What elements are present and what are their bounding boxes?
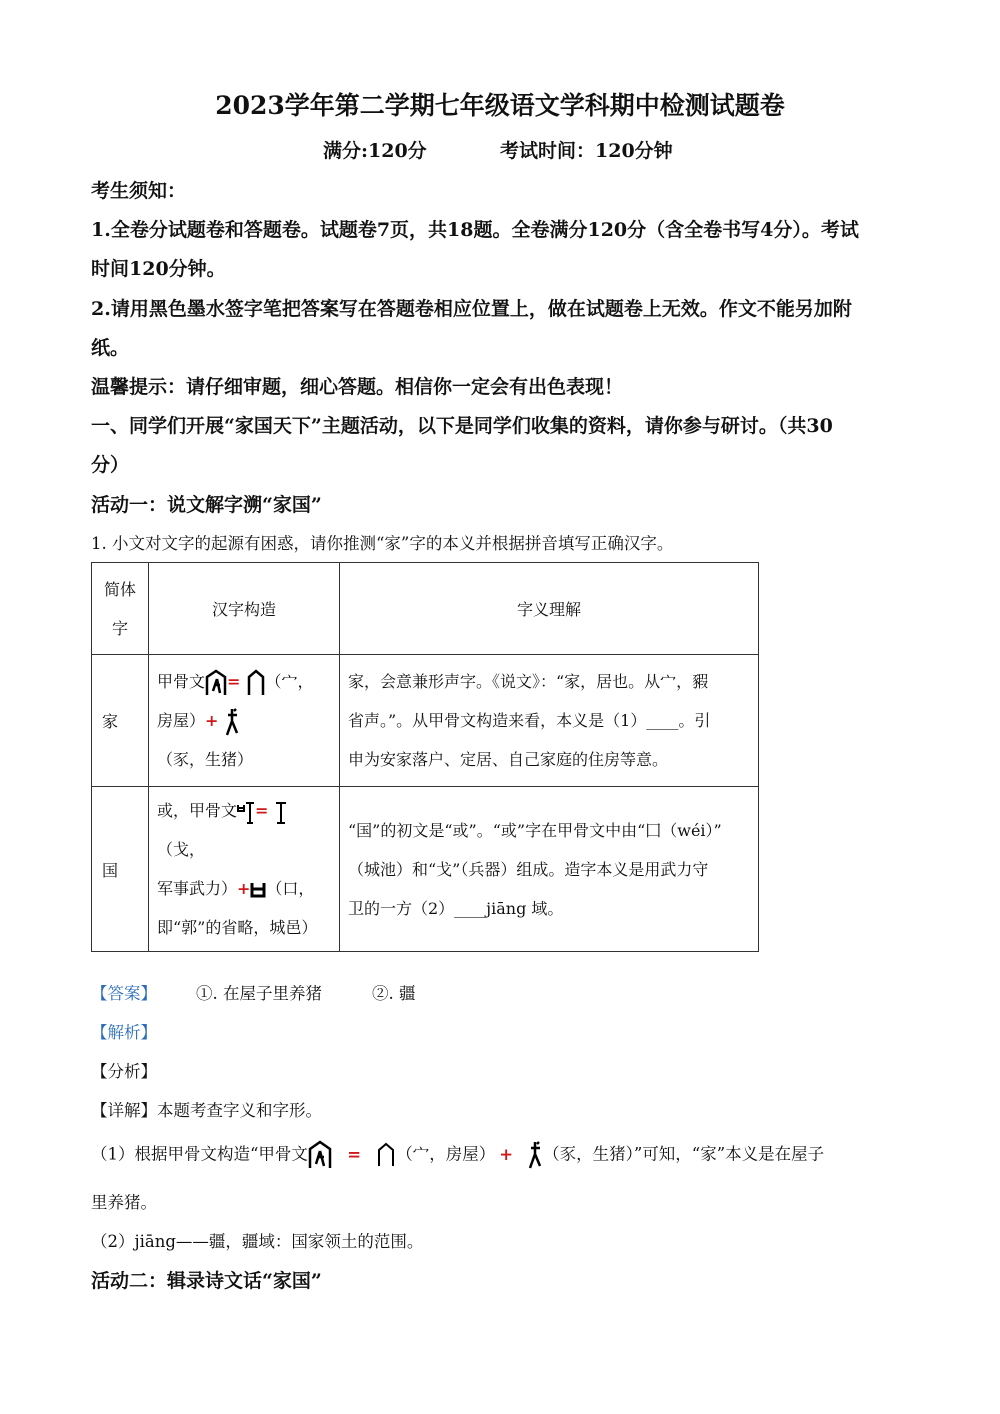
meaning-line: “国”的初文是“或”。“或”字在甲骨文中由“囗（wéi）” xyxy=(348,820,722,840)
text: （宀，房屋） xyxy=(396,1144,496,1164)
equals-sign: = xyxy=(255,801,269,820)
header-cell: 简体字 xyxy=(103,579,136,638)
tip-line: 温馨提示：请仔细审题，细心答题。相信你一定会有出色表现！ xyxy=(91,376,624,398)
answer-2: ②. 疆 xyxy=(372,984,416,1003)
oracle-ge-icon xyxy=(274,799,288,825)
section-heading: 一、同学们开展“家国天下”主题活动，以下是同学们收集的资料，请你参与研讨。（共30 xyxy=(91,415,833,437)
notice-line: 时间120分钟。 xyxy=(91,258,226,280)
table-header-row xyxy=(92,563,759,655)
meaning-cell xyxy=(340,658,758,783)
text: （豕，生猪）”可知，“家”本义是在屋子 xyxy=(543,1144,825,1164)
header-cell: 字义理解 xyxy=(340,563,759,655)
activity2-heading: 活动二：辑录诗文话“家国” xyxy=(91,1270,322,1292)
notice-heading: 考生须知： xyxy=(91,180,187,202)
analysis-label: 【解析】 xyxy=(91,1023,157,1042)
full-score: 满分:120分 xyxy=(323,140,427,162)
notice-line: 1.全卷分试题卷和答题卷。试题卷7页，共18题。全卷满分120分（含全卷书写4分）。考试 xyxy=(91,219,859,241)
meaning-line: 申为安家落户、定居、自己家庭的住房等意。 xyxy=(348,750,669,769)
text: （1）根据甲骨文构造“甲骨文 xyxy=(91,1144,308,1164)
question-1: 1. 小文对文字的起源有困惑，请你推测“家”字的本义并根据拼音填写正确汉字。 xyxy=(91,534,674,553)
section-heading: 分） xyxy=(91,454,130,476)
meaning-cell xyxy=(340,807,758,932)
text: 或，甲骨文 xyxy=(157,801,238,820)
answer-1: ①. 在屋子里养猪 xyxy=(196,984,322,1003)
text: （豕，生猪） xyxy=(157,750,254,769)
meaning-line: （城池）和“戈”（兵器）组成。造字本义是用武力守 xyxy=(348,859,709,879)
oracle-jia-icon xyxy=(205,669,227,697)
oracle-wei-icon xyxy=(250,881,266,899)
text: 即“郭”的省略，城邑） xyxy=(157,918,318,937)
activity1-heading: 活动一：说文解字溯“家国” xyxy=(91,494,322,516)
text: 甲骨文 xyxy=(157,672,206,691)
character-table xyxy=(91,562,759,952)
equals-sign: = xyxy=(227,672,241,691)
char-cell: 家 xyxy=(92,655,149,787)
oracle-huo-icon xyxy=(237,799,255,825)
exam-time: 考试时间：120分钟 xyxy=(500,140,673,162)
meaning-line: 省声。”。从甲骨文构造来看，本义是（1）____。引 xyxy=(348,711,711,730)
explain-2: （2）jiāng——疆，疆域：国家领土的范围。 xyxy=(91,1232,424,1251)
plus-sign: + xyxy=(237,879,251,898)
text: （宀， xyxy=(265,672,314,691)
text: 房屋） xyxy=(157,711,206,730)
header-cell: 汉字构造 xyxy=(149,563,340,655)
page-title: 2023学年第二学期七年级语文学科期中检测试题卷 xyxy=(215,91,785,120)
explain-1 xyxy=(91,1140,824,1170)
structure-cell xyxy=(149,787,339,951)
meaning-line: 卫的一方（2）____jiāng 域。 xyxy=(348,898,564,918)
detail-line: 【详解】本题考查字义和字形。 xyxy=(91,1101,322,1120)
oracle-shi-icon xyxy=(527,1140,543,1170)
oracle-shi-icon xyxy=(224,707,240,737)
notice-line: 纸。 xyxy=(91,337,130,359)
text: 军事武力） xyxy=(157,879,238,898)
notice-line: 2.请用黑色墨水签字笔把答案写在答题卷相应位置上，做在试题卷上无效。作文不能另加附 xyxy=(91,298,852,320)
fenxi-label: 【分析】 xyxy=(91,1062,157,1081)
equals-sign: = xyxy=(347,1144,362,1164)
char-cell: 国 xyxy=(92,787,149,952)
table-row xyxy=(92,655,759,787)
structure-cell xyxy=(149,658,339,783)
text: （戈， xyxy=(157,840,206,859)
table-row xyxy=(92,787,759,952)
plus-sign: + xyxy=(499,1144,514,1164)
meaning-line: 家，会意兼形声字。《说文》：“家，居也。从宀，豭 xyxy=(348,672,709,691)
oracle-mian-icon xyxy=(246,669,266,697)
text: （口， xyxy=(266,879,315,898)
explain-1-cont: 里养猪。 xyxy=(91,1193,157,1212)
oracle-jia-icon xyxy=(308,1140,332,1170)
oracle-mian-icon xyxy=(376,1142,396,1168)
answer-label: 【答案】 xyxy=(91,984,157,1003)
plus-sign: + xyxy=(205,711,219,730)
